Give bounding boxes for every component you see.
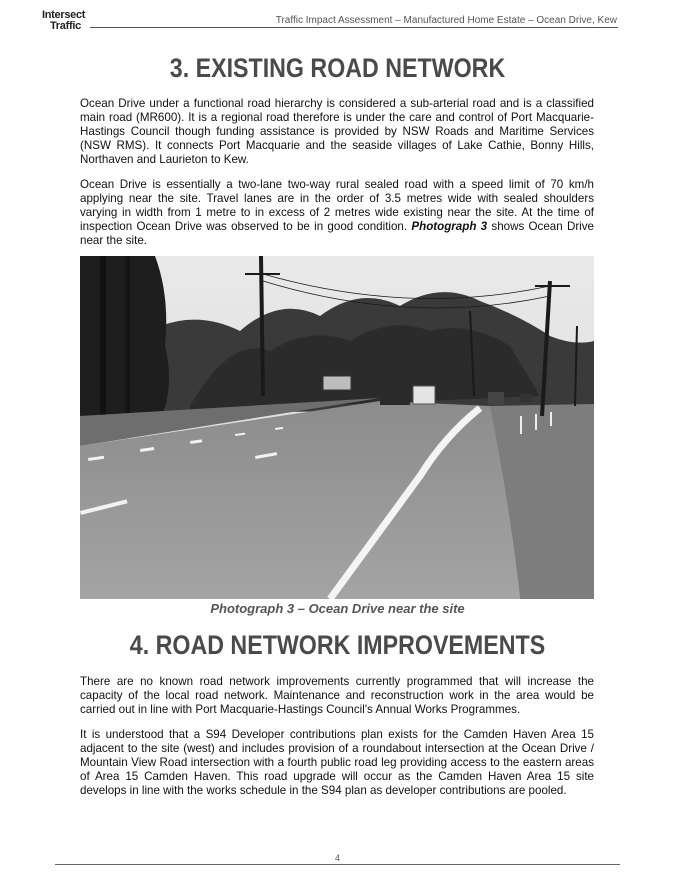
logo-text-line2: Traffic — [50, 20, 81, 32]
road-sign — [323, 376, 351, 390]
section-3-paragraph-1: Ocean Drive under a functional road hierarchy is considered a sub-arterial road and is a classified main road (MR600). It is a regional road therefore is under the care and control of Port Macquarie-Hastings Council though funding assistance is provided by NSW Roads and Maritime Services (NSW RMS). It connects Port Macquarie and the seaside villages of Lake Cathie, Bonny Hills, Northaven and Laurieton to Kew. — [80, 97, 594, 166]
header-divider — [90, 27, 618, 28]
section-3-paragraph-2 — [80, 178, 594, 248]
page-number: 4 — [334, 853, 340, 863]
section-4-paragraph-2: It is understood that a S94 Developer contributions plan exists for the Camden Haven Area 15 adjacent to the site (west) and includes provision of a roundabout intersection at the Ocean Drive / Mountain View Road intersection with a fourth public road leg providing access to the eastern areas of Area 15 Camden Haven. This road upgrade will occur as the Camden Haven Area 15 site develops in line with the works schedule in the S94 plan as developer contributions are pooled. — [80, 728, 594, 797]
paragraph-2-text-end: shows Ocean Drive near the site. — [80, 220, 595, 247]
footer-divider — [55, 864, 620, 865]
company-logo — [42, 9, 112, 35]
document-header-title: Traffic Impact Assessment – Manufactured Home Estate – Ocean Drive, Kew — [275, 15, 617, 26]
section-4-paragraph-1: There are no known road network improvements currently programmed that will increase the capacity of the local road network. Maintenance and reconstruction work in the area would be carried out in line with Port Macquarie-Hastings Council's Annual Works Programmes. — [80, 675, 594, 716]
section-3-heading: 3. EXISTING ROAD NETWORK — [169, 53, 506, 83]
vehicle-3 — [488, 392, 504, 405]
section-4-heading: 4. ROAD NETWORK IMPROVEMENTS — [129, 630, 546, 660]
paragraph-2-text-start: Ocean Drive is essentially a two-lane two-way rural sealed road with a speed limit of 70 km/h applying near the site. Travel lanes are in the order of 3.5 metres wide with sealed shoulders varying in width from 1 metre to in excess of 2 metres wide existing near the site. At the time of inspection Ocean Drive was observed to be in good condition. — [80, 178, 594, 233]
photo-caption: Photograph 3 – Ocean Drive near the site — [210, 601, 465, 616]
vehicle-2 — [413, 386, 435, 404]
tall-trees-left — [80, 256, 169, 431]
vehicle-1 — [380, 389, 410, 405]
photograph-reference: Photograph 3 — [411, 220, 488, 233]
logo-text-line1: Intersect — [42, 9, 86, 21]
road-photograph — [80, 256, 594, 599]
